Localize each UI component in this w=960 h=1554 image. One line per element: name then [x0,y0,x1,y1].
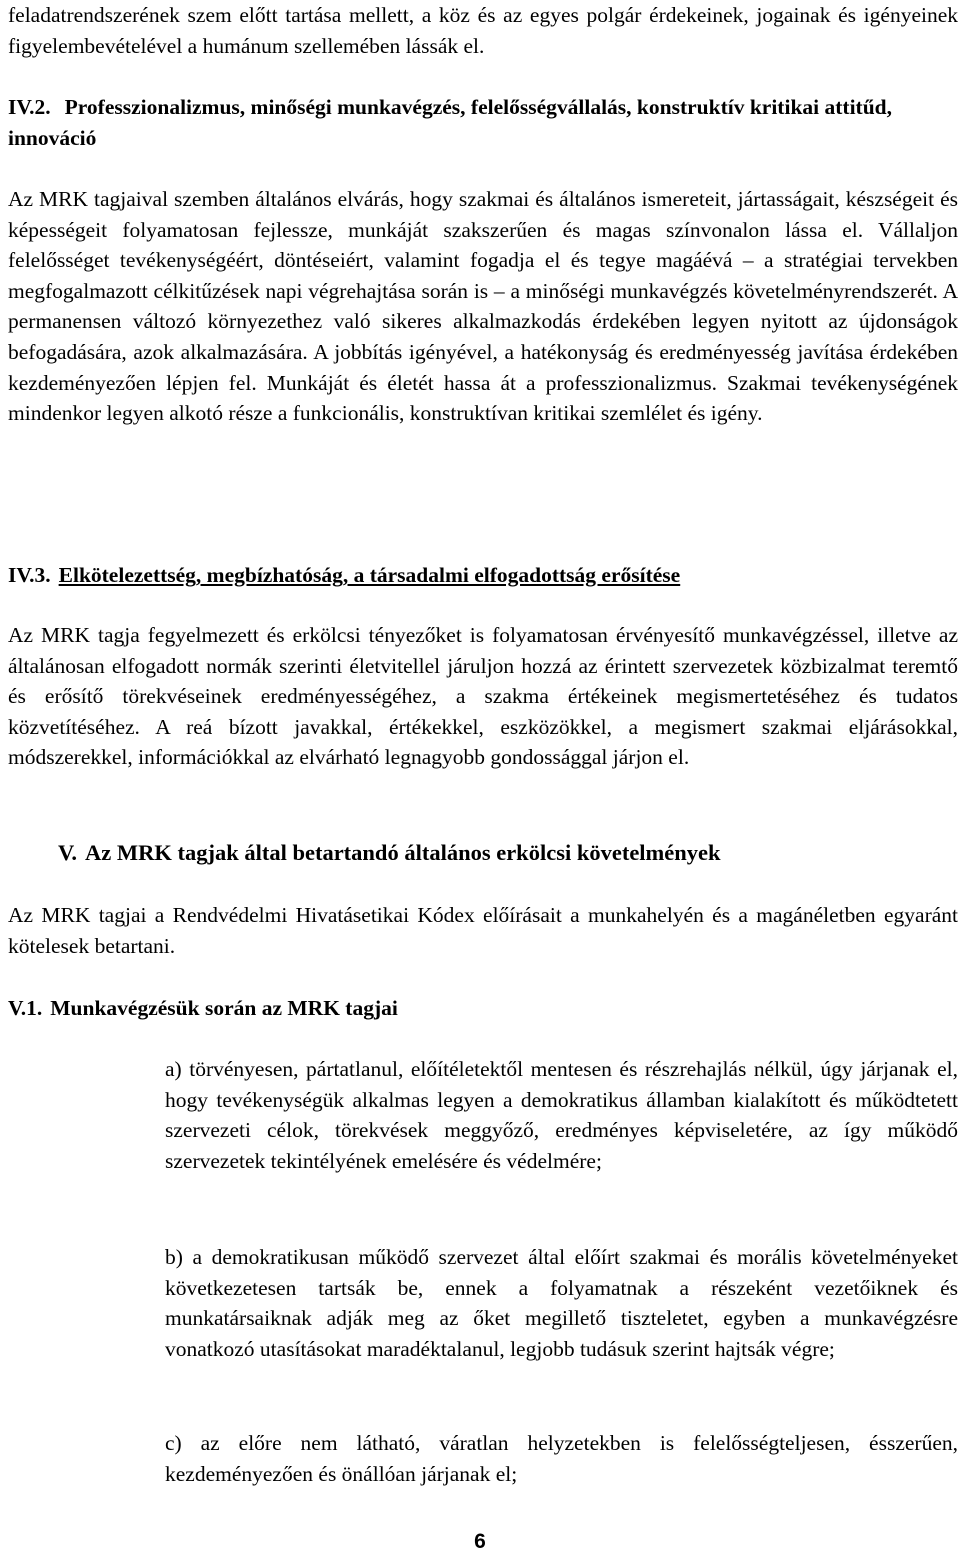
list-item-a: a) törvényesen, pártatlanul, előítéletektől mentesen és részrehajlás nélkül, úgy járjanak el, hogy tevékenységük alkalmas legyen a demokratikus államban kialakított és működtetett szervezeti célok, törekvések meggyőző, eredményes képviseletére, az így működő szervezetek tekintélyének emelésére és védelmére; [165,1057,958,1173]
section-title: Az MRK tagjak által betartandó általános erkölcsi követelmények [84,840,721,865]
section-heading-v1 [8,993,958,1024]
section-heading-iv2 [8,92,958,153]
section-number: IV.3. [8,563,51,587]
page-number: 6 [474,1530,486,1553]
list-item-b: b) a demokratikusan működő szervezet által előírt szakmai és morális követelményeket következetesen tartsák be, ennek a folyamatnak a részeként vezetőiknek és munkatársaiknak adják meg az őket megillető tiszteletet, egyben a munkavégzésre vonatkozó utasításokat maradéktalanul, legjobb tudásuk szerint hajtsák végre; [165,1245,958,1361]
section-iv2-body: Az MRK tagjaival szemben általános elvárás, hogy szakmai és általános ismereteit, jártasságait, készségeit és képességeit folyamatosan fejlessze, munkáját szakszerűen és magas színvonalon lássa el. Vállaljon felelősséget tevékenységéért, döntéseiért, valamint fogadja el és tegye magáévá – a stratégiai tervekben megfogalmazott célkitűzések napi végrehajtása során is – a minőségi munkavégzés követelményrendszerét. A permanensen változó környezethez való sikeres alkalmazkodás érdekében legyen nyitott az újdonságok befogadására, azok alkalmazására. A jobbítás igényével, a hatékonyság és eredményesség javítása érdekében kezdeményezően lépjen fel. Munkáját és életét hassa át a professzionalizmus. Szakmai tevékenységének mindenkor legyen alkotó része a funkcionális, konstruktívan kritikai szemlélet és igény. [8,187,958,426]
section-title: Professzionalizmus, minőségi munkavégzés, felelősségvállalás, konstruktív kritikai attitűd, innováció [8,95,892,150]
section-title: Elkötelezettség, megbízhatóság, a társadalmi elfogadottság erősítése [58,563,681,587]
section-number: V. [58,840,77,865]
section-heading-v [58,838,958,869]
intro-paragraph: feladatrendszerének szem előtt tartása mellett, a köz és az egyes polgár érdekeinek, jogainak és igényeinek figyelembevételével a humánum szellemében lássák el. [8,3,958,58]
section-heading-iv3 [8,560,958,591]
section-number: V.1. [8,996,43,1020]
section-v-body: Az MRK tagjai a Rendvédelmi Hivatásetikai Kódex előírásait a munkahelyén és a magánéletben egyaránt kötelesek betartani. [8,903,958,958]
section-number: IV.2. [8,95,51,119]
section-title: Munkavégzésük során az MRK tagjai [50,996,398,1020]
section-iv3-body: Az MRK tagja fegyelmezett és erkölcsi tényezőket is folyamatosan érvényesítő munkavégzéssel, illetve az általánosan elfogadott normák szerinti életvitellel járuljon hozzá az érintett szervezetek közbizalmat teremtő és erősítő törekvéseinek eredményességéhez, a szakma értékeinek megismertetéséhez és tudatos közvetítéséhez. A reá bízott javakkal, értékekkel, eszközökkel, a megismert szakmai eljárásokkal, módszerekkel, információkkal az elvárható legnagyobb gondossággal járjon el. [8,623,958,770]
list-item-c: c) az előre nem látható, váratlan helyzetekben is felelősségteljesen, ésszerűen, kezdeményezően és önállóan járjanak el; [165,1431,958,1486]
